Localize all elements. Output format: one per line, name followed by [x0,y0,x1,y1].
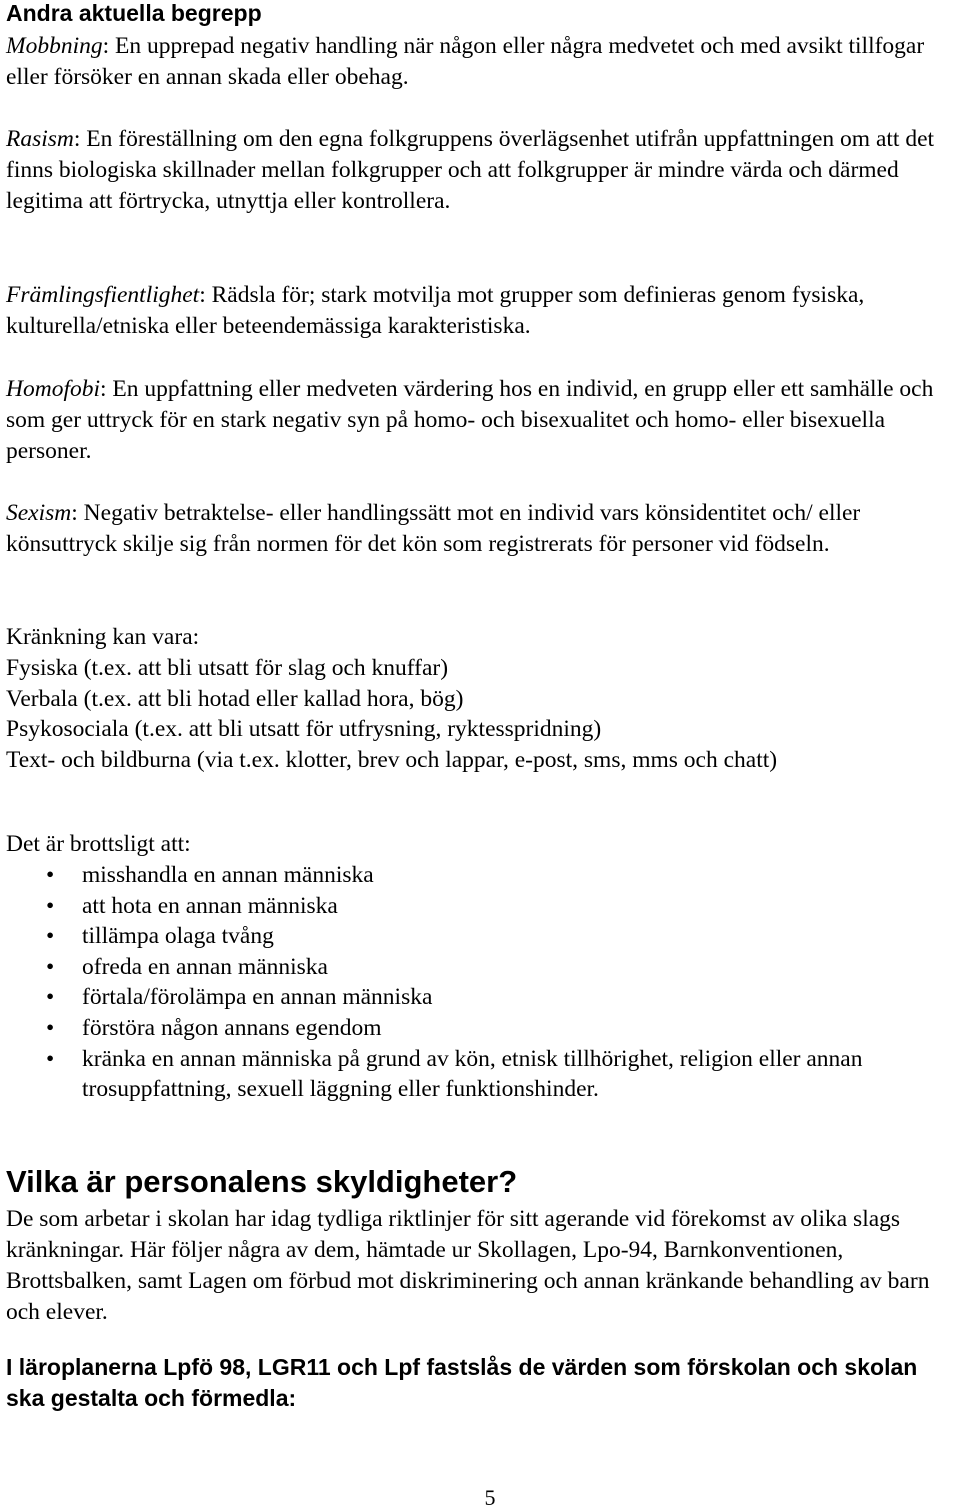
list-item-text: misshandla en annan människa [82,862,374,888]
definition-text: : En uppfattning eller medveten värdering hos en individ, en grupp eller ett samhälle och som ger uttryck för en stark negativ syn på homo- och bisexualitet och homo- eller bisexuella personer. [6,376,934,464]
page-number: 5 [484,1485,496,1510]
list-item-text: kränka en annan människa på grund av kön, etnisk tillhörighet, religion eller annan trosuppfattning, sexuell läggning eller funktionshinder. [82,1045,863,1103]
krankning-list [6,653,777,775]
definition-sexism [6,498,960,560]
bullet-icon: • [46,923,55,950]
list-item-text: tillämpa olaga tvång [82,923,274,950]
list-item-text: ofreda en annan människa [82,953,328,980]
list-item: Text- och bildburna (via t.ex. klotter, brev och lappar, e-post, sms, mms och chatt) [6,746,778,773]
list-item-text: förtala/förolämpa en annan människa [82,984,433,1011]
definition-rasism [6,124,960,217]
definition-text: : Rädsla för; stark motvilja mot grupper som definieras genom fysiska, kulturella/etniska eller beteendemässiga karakteristiska. [6,282,865,339]
list-item: Fysiska (t.ex. att bli utsatt för slag och knuffar) [6,655,449,681]
list-item-text: förstöra någon annans egendom [82,1014,382,1041]
bullet-icon: • [46,953,55,980]
list-item [6,1013,960,1044]
definition-framlingsfientlighet [6,280,960,342]
krankning-heading: Kränkning kan vara: [6,624,200,650]
definition-term: Främlingsfientlighet [6,282,200,308]
bullet-icon: • [46,984,55,1011]
definition-text: : En föreställning om den egna folkgruppens överlägsenhet utifrån uppfattningen om att det finns biologiska skillnader mellan folkgrupper och att folkgrupper är mindre värda och därmed legitima att förtrycka, utnyttja eller kontrollera. [6,126,935,214]
list-item [6,860,960,891]
definition-term: Homofobi [6,376,100,402]
definition-homofobi [6,374,960,467]
skyldigheter-heading: Vilka är personalens skyldigheter? [6,1164,518,1199]
heading-other-concepts: Andra aktuella begrepp [6,0,262,26]
list-item [6,921,960,952]
skyldigheter-paragraph: De som arbetar i skolan har idag tydliga riktlinjer för sitt agerande vid förekomst av olika slags kränkningar. Här följer några av dem, hämtade ur Skollagen, Lpo-94, Barnkonventionen, Brottsbalken, samt Lagen om förbud mot diskriminering och annan kränkande behandling av barn och elever. [6,1206,930,1325]
bullet-icon: • [46,1045,55,1072]
bullet-icon: • [46,862,55,888]
list-item [6,952,960,983]
list-item: Psykosociala (t.ex. att bli utsatt för utfrysning, ryktesspridning) [6,716,602,742]
definition-mobbning [6,31,960,93]
brottsligt-list [6,860,960,1105]
definition-term: Mobbning [6,33,103,59]
list-item [6,1044,960,1105]
definition-text: : En upprepad negativ handling när någon eller några medvetet och med avsikt tillfogar eller försöker en annan skada eller obehag. [6,33,925,90]
definition-term: Sexism [6,500,72,526]
list-item-text: att hota en annan människa [82,892,338,919]
list-item: Verbala (t.ex. att bli hotad eller kallad hora, bög) [6,685,464,712]
bullet-icon: • [46,892,55,919]
laroplaner-paragraph: I läroplanerna Lpfö 98, LGR11 och Lpf fastslås de värden som förskolan och skolan ska gestalta och förmedla: [6,1354,918,1411]
list-item [6,891,960,922]
bullet-icon: • [46,1014,55,1041]
definition-term: Rasism [6,126,74,152]
brottsligt-heading: Det är brottsligt att: [6,831,191,857]
definition-text: : Negativ betraktelse- eller handlingssätt mot en individ vars könsidentitet och/ eller könsuttryck skilje sig från normen för det kön som registrerats för personer vid födseln. [6,500,861,557]
list-item [6,982,960,1013]
